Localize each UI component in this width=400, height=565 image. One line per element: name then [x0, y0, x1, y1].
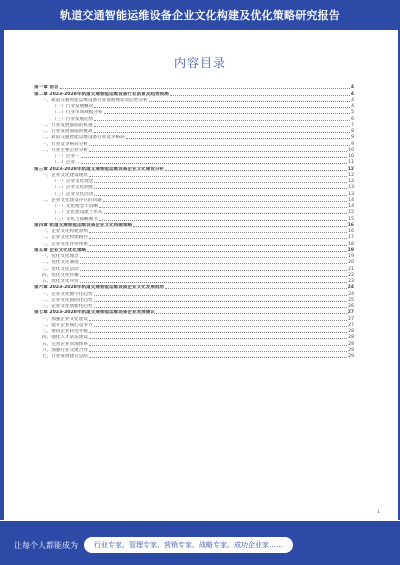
toc-entry-label: （二）企业二 — [52, 160, 80, 166]
toc-entry-page: 12 — [348, 179, 354, 184]
toc-leader-dots — [165, 288, 346, 289]
toc-entry-page: 17 — [348, 235, 354, 241]
toc-leader-dots — [89, 357, 347, 358]
toc-leader-dots — [89, 332, 347, 333]
toc-entry-page: 19 — [347, 247, 354, 253]
toc-entry-page: 9 — [351, 141, 354, 147]
toc-entry-page: 10 — [348, 147, 354, 153]
toc-entry-page: 16 — [347, 222, 354, 228]
toc-entry-label: 第六章 2023-2028年轨道交通智能运维设备企业文化发展趋势 — [34, 285, 165, 291]
header-bar — [0, 0, 400, 30]
toc-entry-page: 15 — [348, 216, 354, 222]
toc-entry-label: 七、行业发展建议总结 — [42, 354, 88, 359]
toc-leader-dots — [81, 157, 348, 158]
toc-leader-dots — [80, 257, 347, 258]
toc-entry-label: 第四章 轨道交通智能运维设备企业文化构建策略 — [34, 222, 133, 228]
toc-entry-label: （三）企业文化活动 — [52, 191, 94, 197]
toc-entry-label: （二）企业文化制度 — [52, 185, 94, 191]
toc-entry-label: 二、企业文化建设存在的问题 — [42, 197, 102, 203]
toc-entry-page: 23 — [348, 279, 354, 284]
toc-entry-label: 第七章 2023-2028年轨道交通智能运维设备企业发展建议 — [34, 310, 155, 316]
toc-leader-dots — [94, 182, 347, 183]
toc-entry-label: 一、企业文化数字化趋势 — [42, 291, 93, 297]
page-number: 1 — [377, 510, 380, 515]
toc-entry-label: （一）企业文化理念 — [52, 179, 94, 184]
toc-leader-dots — [99, 220, 347, 221]
toc-entry-label: 三、推动企业转型升级 — [42, 329, 88, 334]
toc-leader-dots — [104, 213, 348, 214]
toc-entry-page: 4 — [351, 104, 354, 109]
toc-entry-label: 三、行业发展面临的挑战 — [42, 129, 93, 134]
toc-entry-label: 一、轨道交通智能运维设备行业发展现状及趋势分析 — [42, 97, 148, 103]
toc-leader-dots — [89, 151, 347, 152]
toc-entry-page: 29 — [348, 354, 354, 359]
toc-leader-dots — [89, 245, 347, 246]
toc-entry-label: 五、完善企业管理体系 — [42, 341, 88, 347]
toc-entry-label: 三、企业文化创新化趋势 — [42, 304, 93, 309]
toc-entry-page: 4 — [350, 91, 354, 97]
toc-leader-dots — [94, 107, 350, 108]
toc-leader-dots — [94, 326, 348, 327]
toc-entry-label: （二）行业市场规模分析 — [52, 110, 103, 116]
toc-leader-dots — [60, 88, 350, 89]
toc-entry-page: 29 — [348, 347, 354, 353]
toc-leader-dots — [156, 313, 347, 314]
toc-entry-label: 一、行业竞争格局分析 — [42, 141, 88, 147]
toc-entry-page: 4 — [351, 97, 354, 103]
toc-entry-label: 二、企业文化国际化趋势 — [42, 297, 93, 303]
toc-leader-dots — [170, 95, 350, 96]
toc-entry-page: 4 — [350, 85, 354, 91]
toc-leader-dots — [99, 207, 347, 208]
footer-lead-text: 让每个人都能成为 — [14, 540, 78, 550]
toc-entry-page: 24 — [347, 285, 354, 291]
toc-entry-label: 二、提升企业核心竞争力 — [42, 322, 93, 328]
toc-entry-page: 14 — [348, 197, 354, 203]
toc-leader-dots — [133, 226, 347, 227]
toc-leader-dots — [89, 145, 350, 146]
toc-leader-dots — [94, 307, 348, 308]
toc-entry-label: （三）文化与战略脱节 — [52, 216, 98, 222]
toc-entry-label: 四、优化文化传播 — [42, 272, 79, 278]
toc-leader-dots — [94, 295, 348, 296]
footer-tags-pill — [84, 537, 293, 553]
toc-leader-dots — [80, 270, 347, 271]
toc-leader-dots — [103, 201, 347, 202]
toc-entry-label: 四、强化人才队伍建设 — [42, 335, 88, 341]
toc-leader-dots — [89, 351, 347, 352]
toc-entry-label: 二、轨道交通智能运维设备行业竞争格局 — [42, 135, 125, 141]
toc-entry-label: 三、优化文化活动 — [42, 266, 79, 272]
toc-heading: 内容目录 — [173, 56, 226, 70]
toc-entry-page: 26 — [348, 304, 354, 309]
toc-entry-page: 27 — [348, 316, 354, 322]
toc-leader-dots — [89, 320, 347, 321]
toc-leader-dots — [94, 120, 350, 121]
toc-leader-dots — [165, 170, 346, 171]
toc-entry-page: 19 — [348, 254, 354, 259]
toc-entry-label: 二、行业发展面临的机遇 — [42, 122, 93, 128]
toc-entry-label: 一、企业文化构建原则 — [42, 229, 88, 234]
toc-leader-dots — [89, 238, 347, 239]
toc-leader-dots — [94, 132, 351, 133]
toc-entry-page: 7 — [351, 122, 354, 128]
toc-entry-label: 一、优化文化理念 — [42, 254, 79, 259]
toc-entry-label: （一）企业一 — [52, 154, 80, 159]
toc-entry-page: 6 — [351, 116, 354, 122]
toc-leader-dots — [89, 345, 347, 346]
toc-entry-page: 14 — [348, 204, 354, 209]
toc-entry-page: 10 — [348, 154, 354, 159]
toc-entry-page: 12 — [348, 172, 354, 178]
footer-banner — [0, 521, 400, 565]
toc-entry-label: （一）文化理念不清晰 — [52, 204, 98, 209]
toc-entry-page: 20 — [348, 260, 354, 266]
toc-leader-dots — [89, 232, 347, 233]
toc-leader-dots — [89, 176, 347, 177]
toc-entry-label: 二、优化文化制度 — [42, 260, 79, 266]
toc-entry-page: 13 — [348, 185, 354, 191]
toc-entry-label: 第二章 2023-2028年轨道交通智能运维设备行业前景及趋势预测 — [34, 91, 169, 97]
toc-entry-page: 11 — [348, 160, 354, 166]
toc-entry-page: 16 — [348, 229, 354, 234]
toc-entry-label: （三）行业发展趋势 — [52, 116, 94, 122]
toc-entry-label: 三、企业文化评价体系 — [42, 241, 88, 247]
toc-entry-label: 五、优化文化评价 — [42, 279, 79, 284]
toc-entry-label: 六、加强行业交流合作 — [42, 347, 88, 353]
toc-entry-page: 28 — [348, 329, 354, 334]
toc-leader-dots — [80, 282, 347, 283]
toc-entry-page: 22 — [348, 272, 354, 278]
toc-entry-page: 9 — [351, 135, 354, 141]
report-title: 轨道交通智能运维设备企业文化构建及优化策略研究报告 — [60, 9, 340, 22]
toc-entry-page: 5 — [351, 110, 354, 116]
toc-entry-label: 二、企业文化构建路径 — [42, 235, 88, 241]
toc-entry-page: 28 — [348, 341, 354, 347]
toc-entry-page: 28 — [348, 335, 354, 341]
toc-leader-dots — [89, 338, 347, 339]
toc-entry-page: 13 — [348, 191, 354, 197]
toc-entry-page: 21 — [348, 266, 354, 272]
toc-entry-page: 15 — [348, 210, 354, 216]
toc-leader-dots — [94, 126, 351, 127]
toc-entry-page: 27 — [347, 310, 354, 316]
toc-leader-dots — [104, 113, 351, 114]
toc-entry-label: 第五章 企业文化优化策略 — [34, 247, 87, 253]
toc-entry-page: 8 — [351, 129, 354, 134]
toc-entry-page: 27 — [348, 322, 354, 328]
toc-leader-dots — [81, 163, 348, 164]
toc-leader-dots — [87, 251, 346, 252]
toc-leader-dots — [94, 195, 347, 196]
table-of-contents — [34, 84, 354, 359]
toc-entry-page: 12 — [347, 166, 354, 172]
toc-entry[interactable] — [34, 353, 354, 359]
toc-leader-dots — [149, 101, 350, 102]
toc-entry-label: 一、企业文化建设现状 — [42, 172, 88, 178]
toc-entry-label: 一、加强企业文化建设 — [42, 316, 88, 322]
left-accent-bar — [0, 30, 4, 520]
toc-entry-page: 18 — [348, 241, 354, 247]
toc-entry-label: 第三章 2023-2028年轨道交通智能运维设备企业文化建设分析 — [34, 166, 165, 172]
toc-leader-dots — [80, 263, 347, 264]
toc-entry-label: （二）文化建设流于形式 — [52, 210, 103, 216]
toc-entry-label: 第一章 前言 — [34, 85, 59, 91]
toc-entry-label: （一）行业发展概况 — [52, 104, 94, 109]
footer-tags-text: 行业专家、管理专家、营销专家、战略专家、成功企业家…… — [94, 541, 283, 549]
toc-leader-dots — [94, 301, 348, 302]
toc-leader-dots — [94, 188, 347, 189]
toc-entry-page: 24 — [348, 291, 354, 297]
toc-entry-page: 25 — [348, 297, 354, 303]
toc-leader-dots — [80, 276, 347, 277]
toc-entry-label: 二、行业主要企业分析 — [42, 147, 88, 153]
toc-leader-dots — [126, 138, 350, 139]
